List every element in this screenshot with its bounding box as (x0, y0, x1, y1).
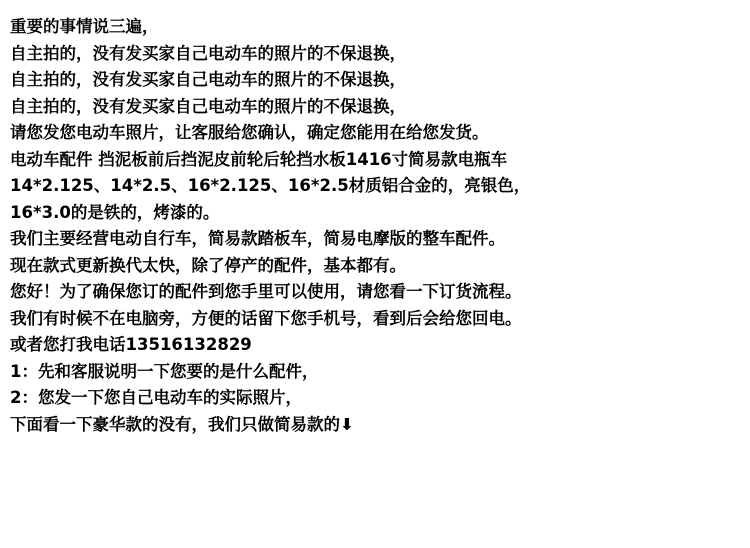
heading-line: 重要的事情说三遍， (10, 17, 159, 36)
step-2-line: 2：您发一下您自己电动车的实际照片， (10, 388, 302, 407)
warning-line-2: 自主拍的，没有发买家自己电动车的照片的不保退换， (10, 70, 406, 89)
phone-line: 或者您打我电话13516132829 (10, 335, 252, 354)
warning-line-1: 自主拍的，没有发买家自己电动车的照片的不保退换， (10, 43, 406, 63)
material-spec-line: 16*3.0的是铁的，烤漆的。 (10, 202, 220, 222)
footer-line: 下面看一下豪华款的没有，我们只做简易款的⬇ (10, 414, 354, 434)
order-process-line: 您好！为了确保您订的配件到您手里可以使用，请您看一下订货流程。 (10, 282, 522, 301)
step-1-line: 1：先和客服说明一下您要的是什么配件， (10, 361, 319, 381)
photo-request-line: 请您发您电动车照片，让客服给您确认，确定您能用在给您发货。 (10, 123, 489, 142)
business-line: 我们主要经营电动自行车，简易款踏板车，简易电摩版的整车配件。 (10, 229, 505, 248)
product-title-line: 电动车配件 挡泥板前后挡泥皮前轮后轮挡水板1416寸简易款电瓶车 (10, 149, 508, 169)
warning-line-3: 自主拍的，没有发买家自己电动车的照片的不保退换， (10, 96, 406, 116)
size-spec-line: 14*2.125、14*2.5、16*2.125、16*2.5材质铝合金的，亮银色， (10, 176, 531, 195)
notice-text-block (10, 14, 746, 438)
availability-line: 现在款式更新换代太快，除了停产的配件，基本都有。 (10, 255, 406, 275)
callback-line: 我们有时候不在电脑旁，方便的话留下您手机号，看到后会给您回电。 (10, 308, 522, 328)
